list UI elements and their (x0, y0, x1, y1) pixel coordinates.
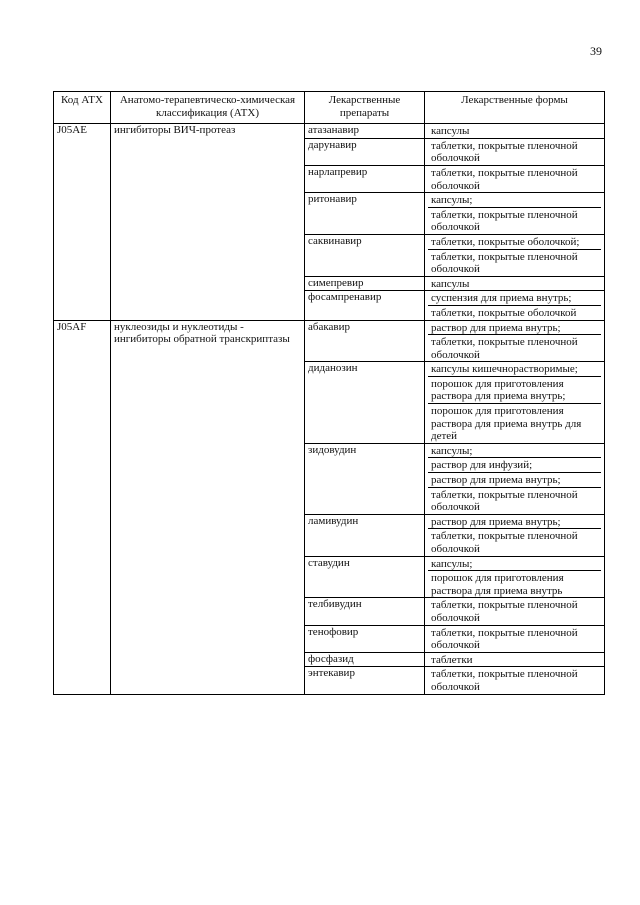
drug-form: таблетки, покрытые пленочной оболочкой (428, 528, 601, 555)
drug-forms (425, 276, 605, 291)
drug-name: симепревир (305, 276, 425, 291)
drug-forms (425, 625, 605, 652)
drug-name: ставудин (305, 556, 425, 598)
drug-form: капсулы; (431, 557, 473, 570)
drug-forms (425, 362, 605, 444)
drug-name: фосфазид (305, 652, 425, 667)
drug-form: таблетки, покрытые пленочной оболочкой (428, 207, 601, 234)
drug-form: таблетки, покрытые пленочной оболочкой (431, 166, 578, 192)
drug-forms (425, 234, 605, 276)
drug-name: энтекавир (305, 667, 425, 694)
drug-forms (425, 165, 605, 192)
page-number: 39 (590, 44, 602, 58)
drug-forms (425, 320, 605, 362)
atx-classification: нуклеозиды и нуклеотиды - ингибиторы обратной транскриптазы (111, 320, 305, 694)
drug-name: саквинавир (305, 234, 425, 276)
drug-name: зидовудин (305, 443, 425, 514)
atx-drug-table (53, 91, 605, 695)
table-row (54, 124, 605, 139)
drug-name: диданозин (305, 362, 425, 444)
drug-name: тенофовир (305, 625, 425, 652)
drug-form: таблетки, покрытые пленочной оболочкой (428, 249, 601, 276)
drug-forms (425, 514, 605, 556)
drug-form: таблетки, покрытые пленочной оболочкой (431, 139, 578, 165)
drug-name: ламивудин (305, 514, 425, 556)
drug-forms (425, 124, 605, 139)
drug-name: дарунавир (305, 138, 425, 165)
table-row (54, 320, 605, 362)
atx-code: J05AE (54, 124, 111, 320)
table-body (54, 124, 605, 694)
drug-form: раствор для приема внутрь; (431, 321, 561, 334)
atx-code: J05AF (54, 320, 111, 694)
drug-name: телбивудин (305, 598, 425, 625)
drug-name: фосампренавир (305, 291, 425, 320)
header-classification: Анатомо-терапевтическо-химическая классификация (АТХ) (111, 92, 305, 124)
table-header-row (54, 92, 605, 124)
drug-name: нарлапревир (305, 165, 425, 192)
drug-form: раствор для приема внутрь; (428, 472, 601, 487)
drug-form: капсулы кишечнорастворимые; (431, 363, 578, 376)
drug-form: порошок для приготовления раствора для приема внутрь (428, 570, 601, 597)
drug-forms (425, 193, 605, 235)
drug-form: раствор для приема внутрь; (431, 515, 561, 528)
atx-classification: ингибиторы ВИЧ-протеаз (111, 124, 305, 320)
drug-form: раствор для инфузий; (428, 457, 601, 472)
drug-forms (425, 138, 605, 165)
drug-form: капсулы (431, 125, 470, 138)
drug-form: порошок для приготовления раствора для приема внутрь; (428, 376, 601, 403)
drug-form: порошок для приготовления раствора для приема внутрь для детей (428, 403, 601, 443)
header-drugs: Лекарственные препараты (305, 92, 425, 124)
drug-forms (425, 443, 605, 514)
header-forms: Лекарственные формы (425, 92, 605, 124)
drug-form: капсулы (431, 277, 470, 290)
drug-form: таблетки, покрытые пленочной оболочкой (428, 334, 601, 361)
drug-form: таблетки, покрытые оболочкой (428, 305, 601, 320)
drug-forms (425, 652, 605, 667)
drug-form: капсулы; (431, 194, 473, 207)
drug-form: таблетки, покрытые пленочной оболочкой (428, 487, 601, 514)
drug-forms (425, 291, 605, 320)
drug-form: таблетки, покрытые пленочной оболочкой (431, 599, 578, 624)
drug-name: ритонавир (305, 193, 425, 235)
drug-form: таблетки, покрытые пленочной оболочкой (431, 668, 578, 693)
drug-forms (425, 598, 605, 625)
drug-form: таблетки, покрытые пленочной оболочкой (431, 626, 578, 652)
drug-name: атазанавир (305, 124, 425, 139)
drug-forms (425, 556, 605, 598)
drug-name: абакавир (305, 320, 425, 362)
drug-forms (425, 667, 605, 694)
drug-form: капсулы; (431, 444, 473, 457)
drug-form: таблетки, покрытые оболочкой; (431, 235, 580, 248)
drug-form: суспензия для приема внутрь; (431, 292, 572, 305)
header-code: Код АТХ (54, 92, 111, 124)
drug-form: таблетки (431, 653, 473, 666)
